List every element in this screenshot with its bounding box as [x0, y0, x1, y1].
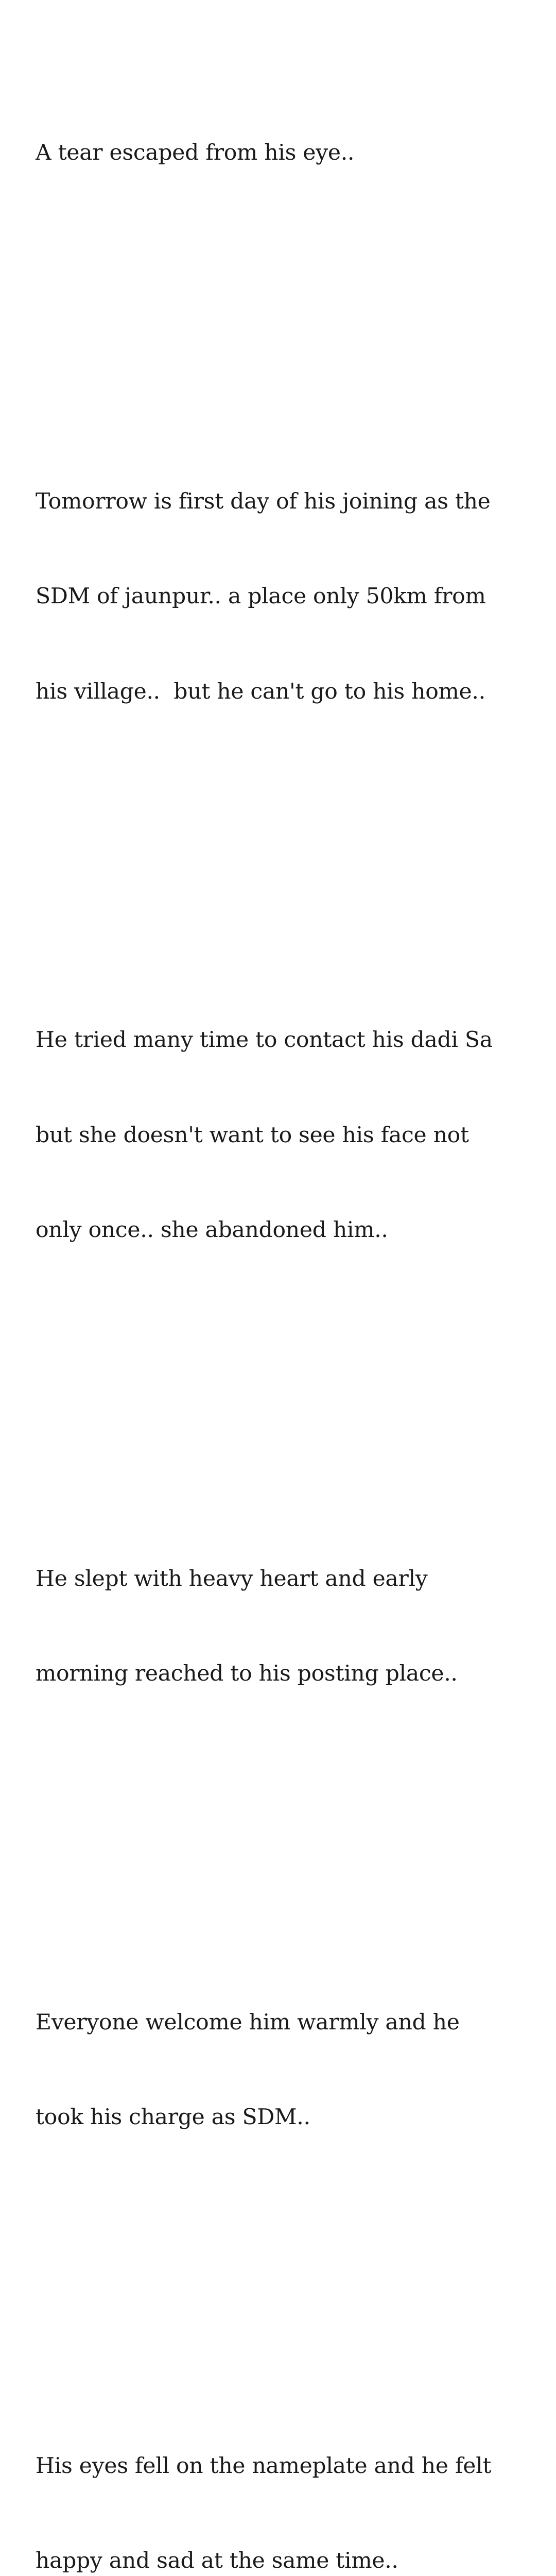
paragraph-gap [36, 296, 540, 328]
text-line: Tomorrow is first day of his joining as the [36, 486, 540, 518]
text-line: but she doesn't want to see his face not [36, 1120, 540, 1151]
story-text [36, 10, 540, 2576]
text-line: His eyes fell on the nameplate and he felt [36, 2450, 540, 2482]
paragraph-4 [36, 1500, 540, 1753]
paragraph-gap [36, 1817, 540, 1849]
paragraph-gap [36, 1373, 540, 1405]
text-line: Everyone welcome him warmly and he [36, 2007, 540, 2039]
text-line: his village.. but he can't go to his home.. [36, 676, 540, 708]
text-line: SDM of jaunpur.. a place only 50km from [36, 581, 540, 613]
paragraph-6 [36, 2387, 540, 2576]
text-line: morning reached to his posting place.. [36, 1658, 540, 1690]
paragraph-gap [36, 2260, 540, 2292]
text-line: He slept with heavy heart and early [36, 1563, 540, 1595]
paragraph-2 [36, 422, 540, 771]
text-line: A tear escaped from his eye.. [36, 137, 540, 169]
paragraph-1 [36, 74, 540, 232]
text-line: only once.. she abandoned him.. [36, 1214, 540, 1246]
paragraph-5 [36, 1943, 540, 2197]
text-line: He tried many time to contact his dadi Sa [36, 1024, 540, 1056]
text-line: happy and sad at the same time.. [36, 2545, 540, 2576]
text-line: took his charge as SDM.. [36, 2102, 540, 2133]
paragraph-3 [36, 961, 540, 1310]
paragraph-gap [36, 834, 540, 866]
